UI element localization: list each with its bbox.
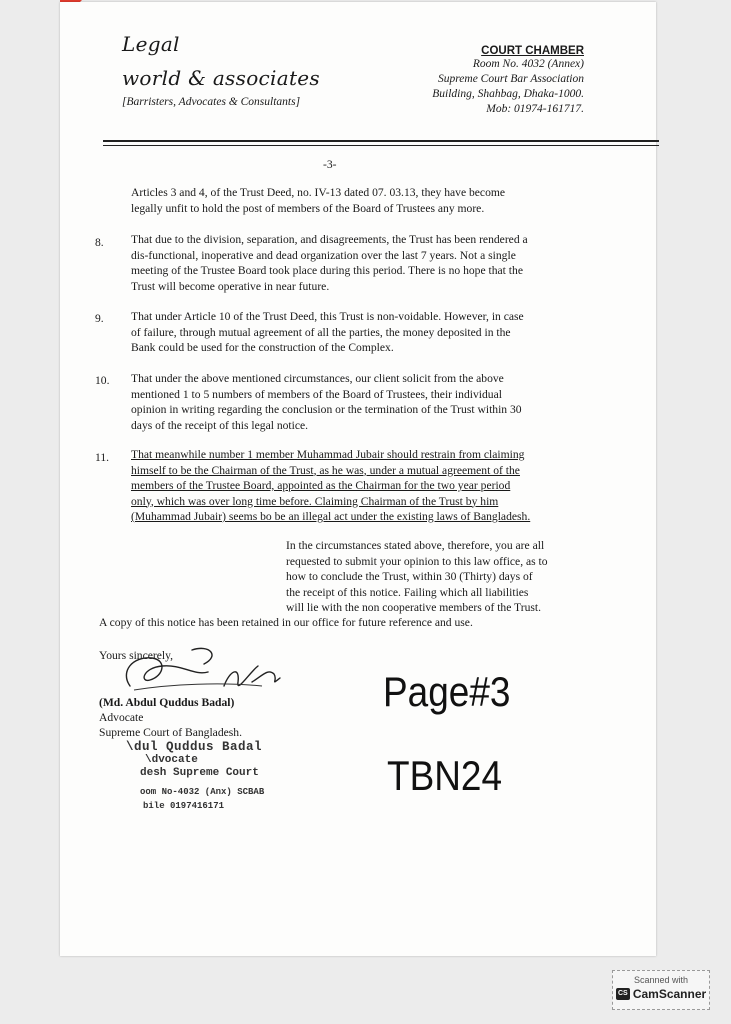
item-8-paragraph xyxy=(131,232,563,294)
page-number: -3- xyxy=(323,158,337,171)
header-rule-thin xyxy=(103,145,659,146)
item-line: mentioned 1 to 5 numbers of members of the Board of Trustees, their individual xyxy=(131,387,502,401)
item-line: (Muhammad Jubair) seems bo be an illegal act under the existing laws of Bangladesh. xyxy=(131,510,531,523)
intro-line: legally unfit to hold the post of members of the Board of Trustees any more. xyxy=(131,201,485,215)
closing-line: will lie with the non cooperative members of the Trust. xyxy=(286,601,542,614)
item-9-paragraph xyxy=(131,309,563,356)
intro-line: Articles 3 and 4, of the Trust Deed, no. IV-13 dated 07. 03.13, they have become xyxy=(131,186,506,199)
item-line: That due to the division, separation, and disagreements, the Trust has been rendered a xyxy=(131,233,528,246)
salutation: Yours sincerely, xyxy=(99,649,174,662)
camscanner-logo-icon: CS xyxy=(616,988,630,1000)
closing-line: In the circumstances stated above, therefore, you are all xyxy=(286,539,545,552)
scanned-with-label: Scanned with xyxy=(633,975,689,985)
copy-note: A copy of this notice has been retained in our office for future reference and use. xyxy=(99,616,473,629)
stamp-line: oom No-4032 (Anx) SCBAB xyxy=(140,787,265,797)
page-label: Page#3 xyxy=(383,668,511,715)
chamber-room: Room No. 4032 (Annex) xyxy=(472,58,584,70)
item-number-11: 11. xyxy=(95,451,110,464)
stamp-line: \dul Quddus Badal xyxy=(126,740,263,754)
firm-subtitle: [Barristers, Advocates & Consultants] xyxy=(122,96,301,108)
item-number-10: 10. xyxy=(95,374,110,387)
firm-name-line2: world & associates xyxy=(122,66,320,90)
stamp-line: desh Supreme Court xyxy=(140,767,259,779)
item-line: days of the receipt of this legal notice. xyxy=(131,418,309,432)
signatory-name: (Md. Abdul Quddus Badal) xyxy=(99,696,235,709)
document-code: TBN24 xyxy=(387,752,503,799)
signatory-court: Supreme Court of Bangladesh. xyxy=(99,726,242,739)
court-chamber-block xyxy=(432,45,584,117)
camscanner-name: CamScanner xyxy=(632,987,707,1001)
stamp-line: \dvocate xyxy=(145,754,198,766)
closing-line: how to conclude the Trust, within 30 (Thirty) days of xyxy=(286,570,533,583)
chamber-mobile: Mob: 01974-161717. xyxy=(486,103,584,115)
chamber-association: Supreme Court Bar Association xyxy=(438,73,584,85)
firm-name-line1: Legal xyxy=(122,32,180,56)
item-number-8: 8. xyxy=(95,236,104,249)
closing-paragraph xyxy=(286,538,564,616)
closing-line: requested to submit your opinion to this law office, as to xyxy=(286,554,548,568)
item-line: opinion in writing regarding the conclusion or the termination of the Trust within 30 xyxy=(131,403,522,416)
item-line: Bank could be used for the construction of the Complex. xyxy=(131,341,394,354)
chamber-building: Building, Shahbag, Dhaka-1000. xyxy=(432,88,584,100)
item-line: meeting of the Trustee Board took place during this period. There is no hope that the xyxy=(131,264,523,277)
item-line: of failure, through mutual agreement of all the parties, the money deposited in the xyxy=(131,325,511,339)
item-line: only, which was over long time before. Claiming Chairman of the Trust by him xyxy=(131,494,499,508)
item-line: himself to be the Chairman of the Trust, as he was, under a mutual agreement of the xyxy=(131,463,520,477)
item-10-paragraph xyxy=(131,371,563,433)
header-rule-thick xyxy=(103,140,659,142)
item-line: dis-functional, inoperative and dead organization over the last 7 years. Not a single xyxy=(131,248,516,262)
item-line: That meanwhile number 1 member Muhammad Jubair should restrain from claiming xyxy=(131,448,525,461)
item-line: Trust will become operative in near future. xyxy=(131,279,330,293)
item-number-9: 9. xyxy=(95,312,104,325)
camscanner-brand xyxy=(613,987,709,1001)
item-line: That under the above mentioned circumstances, our client solicit from the above xyxy=(131,372,504,385)
signatory-title: Advocate xyxy=(99,711,144,724)
item-11-paragraph xyxy=(131,447,563,525)
closing-line: the receipt of this notice. Failing which all liabilities xyxy=(286,585,529,599)
item-line: That under Article 10 of the Trust Deed, this Trust is non-voidable. However, in case xyxy=(131,310,524,323)
item-line: members of the Trustee Board, appointed as the Chairman for the two year period xyxy=(131,479,511,492)
camscanner-watermark xyxy=(612,970,710,1010)
chamber-title: COURT CHAMBER xyxy=(481,45,584,57)
intro-paragraph xyxy=(131,185,563,216)
stamp-line: bile 0197416171 xyxy=(143,801,225,811)
